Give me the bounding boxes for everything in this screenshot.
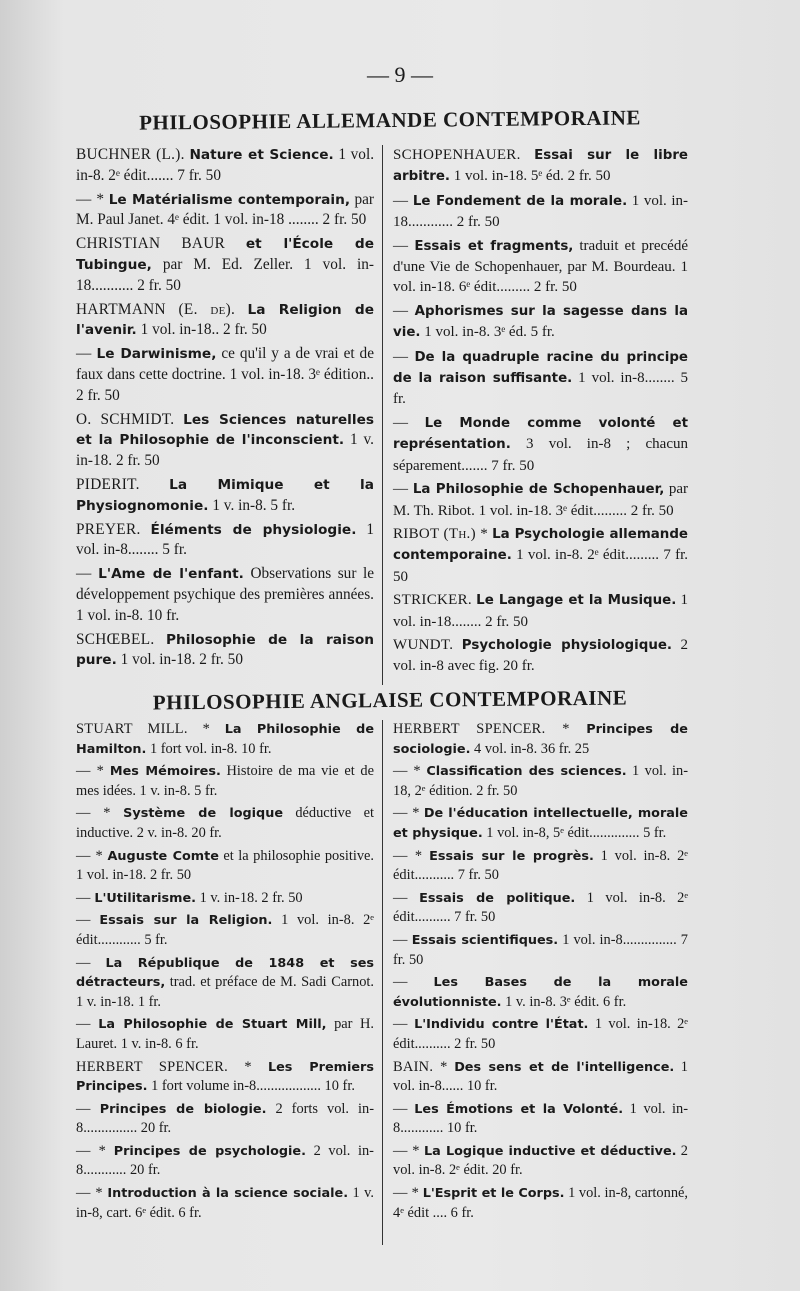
catalog-entry [76, 889, 374, 909]
entry-details: 1 vol. in-8. 3ᵉ éd. 5 fr. [424, 324, 555, 341]
entry-author: — [393, 1016, 408, 1033]
entry-title: Des sens et de l'intelligence. [454, 1059, 675, 1075]
entry-details: Observations sur le développement psychique des premières années. 1 vol. in-8. 10 fr. [76, 565, 375, 624]
entry-author: — * [76, 190, 105, 208]
catalog-entry [76, 475, 374, 517]
catalog-entry [393, 1100, 688, 1139]
entry-details: ce qu'il y a de vrai et de faux dans cette doctrine. 1 vol. in-18. 3ᵉ édition.. 2 fr. 50 [76, 345, 374, 404]
entry-title: La Mimique et la Physiognomonie. [76, 476, 374, 514]
entry-title: Principes de psychologie. [113, 1143, 306, 1159]
entry-author: PIDERIT. [76, 475, 140, 493]
entry-author: HERBERT SPENCER. * [393, 721, 570, 737]
column-right [382, 720, 688, 1245]
entry-title: Les Sciences naturelles et la Philosophie de l'inconscient. [76, 411, 375, 449]
entry-details: 1 vol. in-18.. 2 fr. 50 [140, 321, 267, 339]
entry-author: HERBERT SPENCER. * [76, 1058, 252, 1075]
section-heading-allemande: PHILOSOPHIE ALLEMANDE CONTEMPORAINE [139, 105, 641, 135]
entry-title: Le Matérialisme contemporain, [108, 191, 351, 208]
entry-author: — [393, 974, 408, 991]
entry-author: O. SCHMIDT. [76, 410, 175, 428]
entry-author: — [76, 912, 91, 929]
entry-details: déductive et inductive. 2 v. in-8. 20 fr. [76, 805, 374, 841]
entry-details: 4 vol. in-8. 36 fr. 25 [474, 740, 590, 757]
catalog-entry [76, 1184, 374, 1223]
entry-title: Le Fondement de la morale. [412, 193, 628, 209]
entry-author: — * [76, 847, 103, 864]
entry-author: — [393, 414, 409, 431]
catalog-entry [76, 300, 374, 342]
entry-details: 1 v. in-8, cart. 6ᵉ édit. 6 fr. [76, 1185, 375, 1221]
entry-details: trad. et préface de M. Sadi Carnot. 1 v. in-18. 1 fr. [76, 974, 374, 1010]
entry-title: et l'École de Tubingue, [76, 236, 374, 273]
catalog-entry [393, 1058, 688, 1097]
entry-title: De la quadruple racine du principe de la raison suffisante. [393, 349, 688, 387]
entry-title: Les Émotions et la Volonté. [414, 1101, 624, 1117]
entry-title: Mes Mémoires. [109, 764, 221, 780]
entry-details: par M. Paul Janet. 4ᵉ édit. 1 vol. in-18 ........ 2 fr. 50 [76, 190, 374, 229]
entry-title: Système de logique [123, 806, 283, 822]
entry-details: 1 v. in-18. 2 fr. 50 [199, 889, 303, 906]
catalog-entry [76, 954, 374, 1013]
entry-author: — [76, 1016, 91, 1033]
catalog-entry [393, 590, 688, 632]
catalog-entry [76, 1058, 374, 1097]
entry-details: 1 vol. in-8............... 7 fr. 50 [393, 931, 688, 968]
entry-details: 1 vol. in-8...... 10 fr. [393, 1058, 688, 1095]
catalog-entry [76, 234, 374, 296]
entry-title: Essais sur le progrès. [429, 848, 594, 864]
entry-title: Les Bases de la morale évolutionniste. [393, 975, 688, 1010]
entry-title: Essai sur le libre arbitre. [393, 148, 689, 185]
catalog-entry [393, 762, 688, 801]
entry-author: — [393, 348, 409, 365]
catalog-entry [76, 520, 374, 562]
entry-author: — * [76, 1142, 107, 1159]
entry-title: Principes de sociologie. [393, 722, 688, 757]
section-allemande [76, 145, 688, 685]
entry-details: par H. Lauret. 1 v. in-8. 6 fr. [76, 1016, 374, 1052]
entry-author: RIBOT (Th.) * [393, 525, 489, 542]
entry-title: La Religion de l'avenir. [76, 301, 375, 339]
catalog-entry [393, 413, 688, 476]
entry-author: — * [393, 763, 421, 780]
entry-details: 1 vol. in-8, 5ᵉ édit.............. 5 fr. [486, 824, 667, 841]
entry-title: Auguste Comte [107, 848, 219, 864]
catalog-entry [76, 344, 374, 406]
column-left [76, 145, 382, 685]
catalog-entry [393, 524, 688, 587]
entry-title: La République de 1848 et ses détracteurs, [76, 955, 374, 991]
catalog-entry [76, 762, 374, 801]
catalog-entry [76, 410, 374, 472]
catalog-entry [76, 190, 374, 232]
entry-details: 1 vol. in-18........ 2 fr. 50 [393, 592, 689, 630]
entry-details: par M. Ed. Zeller. 1 vol. in-18........... 2 fr. 50 [76, 255, 374, 294]
entry-title: L'Utilitarisme. [94, 890, 196, 906]
entry-title: De l'éducation intellectuelle, morale et physique. [393, 806, 688, 841]
entry-title: Principes de biologie. [99, 1101, 267, 1117]
entry-title: L'Ame de l'enfant. [98, 566, 244, 583]
entry-details: 3 vol. in-8 ; chacun séparement....... 7 fr. 50 [393, 436, 688, 474]
entry-author: — [393, 237, 409, 254]
catalog-entry [393, 847, 688, 886]
entry-details: 1 fort volume in-8.................. 10 fr. [151, 1078, 355, 1095]
entry-details: et la philosophie positive. 1 vol. in-18. 2 fr. 50 [76, 847, 375, 884]
catalog-entry [393, 1015, 688, 1054]
entry-title: Philosophie de la raison pure. [76, 631, 374, 669]
entry-title: La Philosophie de Schopenhauer, [412, 482, 665, 498]
column-left [76, 720, 382, 1245]
catalog-entry [393, 145, 688, 188]
entry-title: Classification des sciences. [426, 764, 627, 780]
entry-author: — [393, 931, 408, 948]
entry-details: 1 vol. in-8. 2ᵉ édit.......... 7 fr. 50 [393, 889, 689, 926]
catalog-entry [393, 347, 688, 410]
entry-details: 1 vol. in-8. 2ᵉ édit........... 7 fr. 50 [393, 847, 688, 884]
entry-title: La Logique inductive et déductive. [424, 1143, 677, 1159]
catalog-entry [393, 889, 688, 928]
catalog-entry [76, 564, 374, 626]
entry-details: 1 vol. in-8............ 10 fr. [393, 1100, 688, 1137]
entry-details: traduit et precédé d'une Vie de Schopenhauer, par M. Bourdeau. 1 vol. in-18. 6ᵉ édit......... 2 fr. 50 [393, 237, 688, 296]
entry-title: Introduction à la science sociale. [107, 1186, 349, 1202]
catalog-entry [76, 911, 374, 950]
entry-title: Le Darwinisme, [96, 346, 217, 363]
entry-author: — * [76, 805, 111, 822]
catalog-entry [76, 630, 374, 672]
catalog-entry [76, 1142, 374, 1181]
entry-author: — * [393, 847, 423, 864]
entry-details: 1 v. in-8. 3ᵉ édit. 6 fr. [505, 993, 627, 1010]
catalog-entry [393, 973, 688, 1012]
entry-details: 1 vol. in-8. 2ᵉ édit......... 7 fr. 50 [393, 547, 688, 585]
entry-author: — [76, 565, 92, 583]
page-number: — 9 — [367, 62, 433, 87]
entry-details: 1 vol. in-8........ 5 fr. [393, 370, 688, 408]
section-anglaise [76, 720, 688, 1245]
entry-title: Le Monde comme volonté et représentation. [393, 415, 688, 453]
entry-author: — [393, 889, 408, 906]
entry-details: 1 vol. in-8, cartonné, 4ᵉ édit .... 6 fr. [393, 1185, 688, 1221]
entry-details: Histoire de ma vie et de mes idées. 1 v. in-8. 5 fr. [76, 763, 374, 799]
catalog-entry [393, 804, 688, 843]
entry-author: CHRISTIAN BAUR [76, 235, 226, 253]
entry-author: PREYER. [76, 520, 141, 538]
section-heading-anglaise: PHILOSOPHIE ANGLAISE CONTEMPORAINE [152, 685, 628, 715]
catalog-entry [393, 479, 688, 521]
entry-author: SCHOPENHAUER. [393, 147, 521, 163]
entry-title: L'Esprit et le Corps. [422, 1186, 565, 1202]
catalog-entry [393, 236, 688, 298]
catalog-entry [76, 720, 374, 759]
catalog-entry [393, 931, 688, 970]
catalog-entry [393, 720, 688, 759]
entry-title: La Philosophie de Stuart Mill, [98, 1017, 327, 1033]
entry-author: — [393, 192, 409, 209]
entry-author: STUART MILL. * [76, 721, 211, 737]
entry-title: Essais de politique. [419, 890, 576, 906]
catalog-entry [76, 1015, 374, 1054]
catalog-entry [393, 635, 688, 677]
entry-title: Éléments de physiologie. [150, 521, 357, 538]
entry-author: STRICKER. [393, 592, 472, 609]
entry-details: par M. Th. Ribot. 1 vol. in-18. 3ᵉ édit......... 2 fr. 50 [393, 481, 689, 519]
entry-title: Psychologie physiologique. [461, 637, 673, 653]
entry-author: — [76, 1100, 91, 1117]
entry-title: Essais sur la Religion. [99, 913, 273, 929]
entry-author: — [76, 345, 92, 363]
entry-details: 2 vol. in-8............ 20 fr. [76, 1142, 374, 1179]
entry-author: — [76, 954, 91, 971]
entry-details: 1 vol. in-18. 2 fr. 50 [120, 651, 243, 669]
entry-title: Essais scientifiques. [411, 932, 559, 948]
entry-title: La Psychologie allemande contemporaine. [393, 526, 689, 564]
entry-details: 1 vol. in-8........ 5 fr. [76, 520, 375, 559]
catalog-entry [393, 1142, 688, 1181]
catalog-entry [393, 1184, 688, 1223]
entry-details: 1 v. in-8. 5 fr. [212, 496, 296, 514]
entry-author: — * [76, 1185, 103, 1202]
entry-author: — * [393, 805, 420, 822]
entry-title: Essais et fragments, [414, 238, 574, 254]
entry-details: 1 vol. in-18, 2ᵉ édition. 2 fr. 50 [393, 763, 688, 799]
entry-details: 1 vol. in-18............ 2 fr. 50 [393, 192, 688, 231]
entry-title: Aphorismes sur la sagesse dans la vie. [393, 303, 689, 341]
catalog-entry [76, 1100, 374, 1139]
column-right [382, 145, 688, 685]
entry-author: SCHŒBEL. [76, 630, 155, 648]
catalog-entry [76, 804, 374, 843]
entry-author: — * [76, 763, 105, 780]
entry-author: — * [393, 1142, 420, 1159]
entry-author: — [393, 481, 409, 498]
entry-author: — [393, 302, 409, 319]
entry-details: 2 vol. in-8 avec fig. 20 fr. [393, 636, 689, 675]
entry-details: 1 vol. in-8. 2ᵉ édit............ 5 fr. [76, 912, 374, 948]
entry-details: 1 v. in-18. 2 fr. 50 [76, 431, 374, 470]
entry-author: WUNDT. [393, 636, 454, 653]
catalog-entry [76, 847, 374, 886]
entry-title: La Philosophie de Hamilton. [76, 722, 374, 757]
entry-title: L'Individu contre l'État. [414, 1017, 589, 1033]
entry-author: BUCHNER (L.). [76, 146, 185, 163]
entry-details: 2 vol. in-8. 2ᵉ édit. 20 fr. [393, 1142, 688, 1179]
entry-details: 1 vol. in-8. 2ᵉ édit....... 7 fr. 50 [76, 146, 375, 184]
entry-details: 1 vol. in-18. 2ᵉ édit.......... 2 fr. 50 [393, 1016, 688, 1052]
entry-title: Le Langage et la Musique. [476, 593, 677, 609]
entry-author: — [76, 889, 91, 906]
entry-author: — [393, 1100, 408, 1117]
entry-details: 1 fort vol. in-8. 10 fr. [149, 740, 272, 757]
catalog-entry [76, 145, 374, 187]
catalog-entry [393, 191, 688, 233]
entry-author: — * [393, 1185, 420, 1202]
entry-title: Les Premiers Principes. [76, 1059, 374, 1095]
catalog-entry [393, 301, 688, 344]
entry-title: Nature et Science. [189, 147, 334, 163]
entry-author: HARTMANN (E. de). [76, 300, 236, 318]
entry-details: 1 vol. in-18. 5ᵉ éd. 2 fr. 50 [453, 168, 611, 185]
entry-details: 2 forts vol. in-8............... 20 fr. [76, 1100, 374, 1137]
entry-author: BAIN. * [393, 1058, 448, 1075]
